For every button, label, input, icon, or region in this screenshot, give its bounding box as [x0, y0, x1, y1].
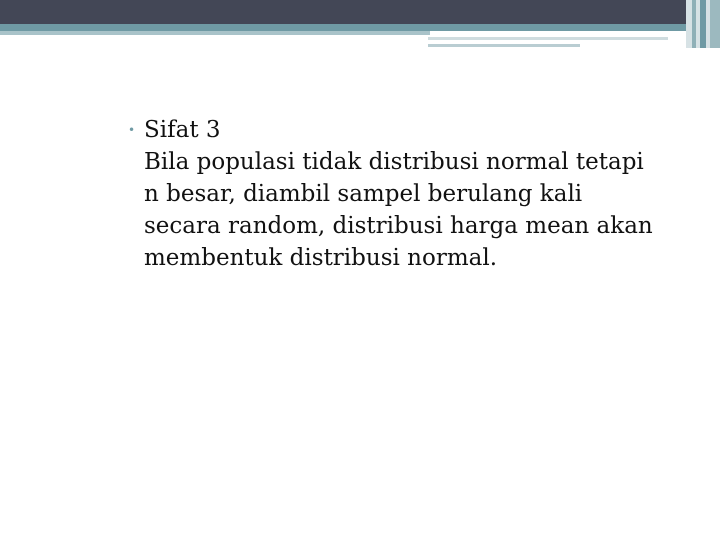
bullet-item — [128, 114, 688, 274]
slide-body — [128, 114, 688, 274]
bullet-heading: Sifat 3 — [144, 117, 221, 143]
decorative-corner-block — [686, 0, 720, 48]
header-band — [0, 0, 720, 24]
body-line: membentuk distribusi normal. — [144, 245, 498, 271]
decorative-line — [428, 44, 580, 47]
bullet-icon: • — [128, 123, 136, 137]
decorative-bar — [710, 0, 720, 48]
body-line: n besar, diambil sampel berulang kali — [144, 181, 583, 207]
body-line: Bila populasi tidak distribusi normal tetapi — [144, 149, 644, 175]
bullet-text — [144, 114, 688, 274]
decorative-line — [428, 37, 668, 40]
decorative-bar — [692, 0, 696, 48]
header-light-stripe — [0, 31, 430, 35]
decorative-bar — [700, 0, 706, 48]
header-accent-stripe — [0, 24, 720, 31]
body-line: secara random, distribusi harga mean akan — [144, 213, 653, 239]
